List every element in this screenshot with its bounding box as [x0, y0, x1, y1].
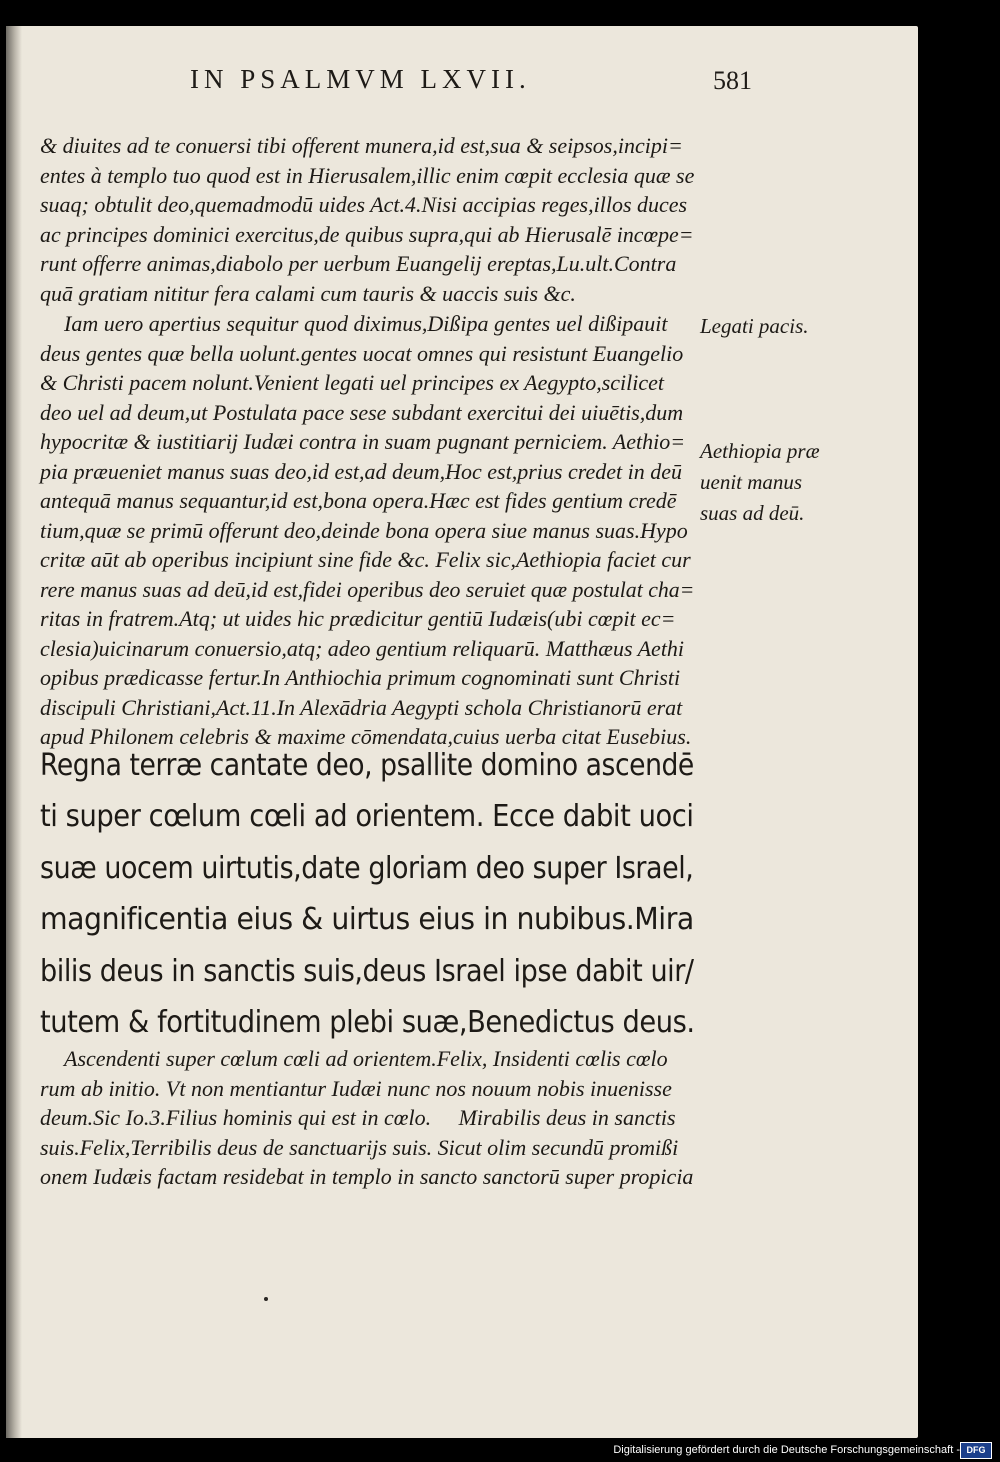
running-title: IN PSALMVM LXVII.: [190, 64, 531, 94]
text-line: hypocritæ & iustitiarij Iudæi contra in suam pugnant perniciem. Aethio=: [40, 429, 686, 454]
text-line: suaq; obtulit deo,quemadmodū uides Act.4.Nisi accipias reges,illos duces: [40, 192, 688, 217]
text-line: quā gratiam nititur fera calami cum tauris & uaccis suis &c.: [40, 280, 576, 306]
text-line: opibus prædicasse fertur.In Anthiochia primum cognominati sunt Christi: [40, 665, 681, 690]
marginal-note-aethiopia: [700, 436, 850, 529]
verse-line: suæ uocem uirtutis,date gloriam deo super Israel,: [40, 850, 694, 886]
text-line: & diuites ad te conuersi tibi offerent munera,id est,sua & seipsos,incipi=: [40, 133, 683, 158]
verse-line: magnificentia eius & uirtus eius in nubibus.Mira: [40, 902, 694, 938]
verse-line: Regna terræ cantate deo, psallite domino ascendē: [40, 748, 694, 783]
commentary-block-3: [40, 1044, 694, 1192]
margin-line: suas ad deū.: [700, 501, 805, 525]
text-line: suis.Felix,Terribilis deus de sanctuarijs suis. Sicut olim secundū promißi: [40, 1134, 679, 1160]
text-line: tium,quæ se primū offerunt deo,deinde bona opera siue manus suas.Hypo: [40, 517, 688, 543]
text-line: Iam uero apertius sequitur quod diximus,Dißipa gentes uel dißipauit: [64, 311, 668, 336]
text-line: & Christi pacem nolunt.Venient legati uel principes ex Aegypto,scilicet: [40, 370, 665, 395]
page-number: 581: [713, 66, 752, 95]
text-line: Ascendenti super cœlum cœli ad orientem.Felix, Insidenti cœlis cœlo: [64, 1046, 668, 1071]
text-line: rum ab initio. Vt non mentiantur Iudæi nunc nos nouum nobis inuenisse: [40, 1075, 672, 1101]
verse-line: ti super cœlum cœli ad orientem. Ecce dabit uoci: [40, 799, 694, 835]
margin-line: uenit manus: [700, 470, 803, 494]
ink-speck: [264, 1297, 268, 1301]
text-line: deo uel ad deum,ut Postulata pace sese subdant exercitui dei uiuētis,dum: [40, 399, 684, 425]
commentary-block-1: [40, 131, 694, 308]
text-line: rere manus suas ad deū,id est,fidei operibus deo seruiet quæ postulat cha=: [40, 576, 695, 602]
text-line: ac principes dominici exercitus,de quibus supra,qui ab Hierusalē incœpe=: [40, 221, 694, 247]
digitization-credit: Digitalisierung gefördert durch die Deutsche Forschungsgemeinschaft -: [613, 1444, 960, 1456]
margin-line: Aethiopia præ: [700, 439, 820, 463]
margin-line: Legati pacis.: [700, 314, 809, 338]
psalm-verse-block: [40, 740, 694, 1048]
verse-line: tutem & fortitudinem plebi suæ,Benedictus deus.: [40, 1005, 695, 1041]
text-line: runt offerre animas,diabolo per uerbum Euangelij ereptas,Lu.ult.Contra: [40, 251, 677, 276]
text-line: entes à templo tuo quod est in Hierusalem,illic enim cœpit ecclesia quæ se: [40, 162, 695, 188]
text-line: critæ aūt ab operibus incipiunt sine fide &c. Felix sic,Aethiopia faciet cur: [40, 547, 691, 572]
text-line: deus gentes quæ bella uolunt.gentes uocat omnes qui resistunt Euangelio: [40, 340, 684, 366]
dfg-logo[interactable]: DFG: [960, 1442, 992, 1459]
text-line: deum.Sic Io.3.Filius hominis qui est in cœlo. Mirabilis deus in sanctis: [40, 1105, 676, 1130]
marginal-note-legati: [700, 311, 850, 342]
text-line: discipuli Christiani,Act.11.In Alexādria Aegypti schola Christianorū erat: [40, 694, 683, 720]
text-line: pia præueniet manus suas deo,id est,ad deum,Hoc est,prius credet in deū: [40, 458, 682, 484]
text-line: ritas in fratrem.Atq; ut uides hic prædicitur gentiū Iudæis(ubi cœpit ec=: [40, 606, 676, 631]
page-gutter-shadow: [6, 26, 22, 1438]
text-line: antequā manus sequantur,id est,bona opera.Hæc est fides gentium credē: [40, 488, 677, 513]
text-line: onem Iudæis factam residebat in templo in sancto sanctorū super propicia: [40, 1164, 694, 1189]
text-line: apud Philonem celebris & maxime cōmendata,cuius uerba citat Eusebius.: [40, 724, 692, 749]
verse-line: bilis deus in sanctis suis,deus Israel ipse dabit uir/: [40, 953, 694, 989]
commentary-block-2: [40, 309, 694, 752]
text-line: clesia)uicinarum conuersio,atq; adeo gentium reliquarū. Matthæus Aethi: [40, 635, 685, 661]
